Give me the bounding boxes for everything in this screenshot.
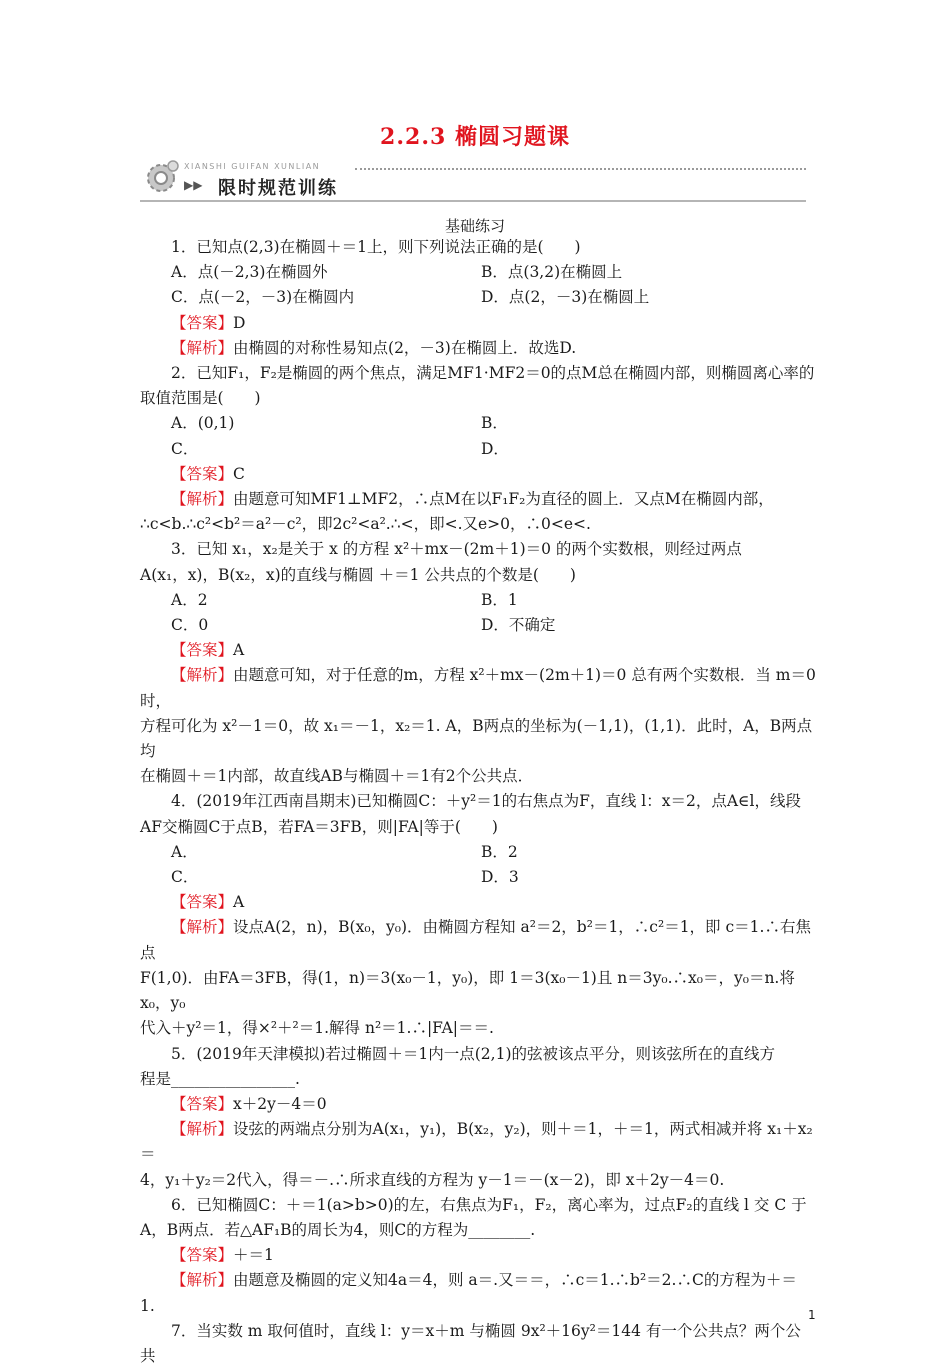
- answer-line: [140, 638, 816, 663]
- options-row: [140, 260, 816, 285]
- analysis-line: [140, 487, 816, 512]
- banner-underline: [140, 200, 806, 202]
- analysis-line: [140, 336, 816, 361]
- label-tag: 【答案】: [171, 641, 234, 660]
- label-tag: 【答案】: [171, 464, 234, 483]
- section-banner: [140, 158, 806, 206]
- line-text: A: [233, 641, 245, 660]
- question-list: [140, 235, 816, 1369]
- continuation-line: 1.: [140, 1296, 155, 1315]
- continuation-line: 程是________________.: [140, 1069, 300, 1088]
- option-left: A．: [171, 842, 198, 861]
- option-right: B．点(3,2)在椭圆上: [481, 263, 623, 282]
- answer-line: [140, 890, 816, 915]
- option-right: D．不确定: [481, 616, 556, 635]
- label-tag: 【解析】: [171, 666, 234, 685]
- question-line: 4．(2019年江西南昌期末)已知椭圆C：＋y²＝1的右焦点为F，直线 l：x＝2，点A∈l，线段: [171, 792, 801, 811]
- option-left: C．0: [171, 616, 209, 635]
- continuation-line: 在椭圆＋＝1内部，故直线AB与椭圆＋＝1有2个公共点．: [140, 767, 534, 786]
- option-right: D．3: [481, 868, 519, 887]
- option-right: B．: [481, 414, 508, 433]
- page-title: 2.2.3 椭圆习题课: [380, 124, 570, 150]
- options-row: [140, 285, 816, 310]
- option-right: B．2: [481, 842, 518, 861]
- label-tag: 【答案】: [171, 1246, 234, 1265]
- options-row: [140, 840, 816, 865]
- line-text: 由题意及椭圆的定义知4a＝4，则 a＝.又＝＝，∴c＝1.∴b²＝2.∴C的方程为＋＝: [233, 1271, 797, 1290]
- analysis-line: [140, 1268, 816, 1293]
- line-text: ＋＝1: [233, 1246, 274, 1265]
- line-text: D: [233, 313, 246, 332]
- label-tag: 【答案】: [171, 313, 234, 332]
- banner-label: 限时规范训练: [218, 178, 338, 199]
- option-left: C．点(－2，－3)在椭圆内: [171, 288, 355, 307]
- question-line: 7．当实数 m 取何值时，直线 l：y＝x＋m 与椭圆 9x²＋16y²＝144 有一个公共点？两个公共: [140, 1321, 801, 1365]
- option-right: D．点(2，－3)在椭圆上: [481, 288, 650, 307]
- option-left: A．点(－2,3)在椭圆外: [171, 263, 328, 282]
- continuation-line: 方程可化为 x²－1＝0，故 x₁＝－1，x₂＝1. A，B两点的坐标为(－1,1)，(1,1)．此时，A，B两点均: [140, 716, 813, 761]
- label-tag: 【答案】: [171, 1094, 234, 1113]
- label-tag: 【解析】: [171, 1120, 234, 1139]
- label-tag: 【答案】: [171, 893, 234, 912]
- banner-dotted-rule: [355, 168, 806, 170]
- question-line: 3．已知 x₁，x₂是关于 x 的方程 x²＋mx－(2m＋1)＝0 的两个实数根，则经过两点: [171, 540, 742, 559]
- analysis-line: [140, 915, 816, 965]
- gear-icon: [140, 158, 182, 200]
- line-text: 设弦的两端点分别为A(x₁，y₁)，B(x₂，y₂)，则＋＝1，＋＝1，两式相减并将 x₁＋x₂＝: [140, 1120, 813, 1164]
- continuation-line: A(x₁，x)，B(x₂，x)的直线与椭圆 ＋＝1 公共点的个数是( ): [140, 565, 576, 584]
- line-text: 由题意可知，对于任意的m，方程 x²＋mx－(2m＋1)＝0 总有两个实数根．当 m＝0 时，: [140, 666, 816, 710]
- continuation-line: 4，y₁＋y₂＝2代入，得＝－.∴所求直线的方程为 y－1＝－(x－2)，即 x＋2y－4＝0.: [140, 1170, 725, 1189]
- label-tag: 【解析】: [171, 338, 234, 357]
- line-text: A: [233, 893, 245, 912]
- answer-line: [140, 462, 816, 487]
- answer-line: [140, 1092, 816, 1117]
- option-left: A．2: [171, 590, 208, 609]
- options-row: [140, 613, 816, 638]
- line-text: 由椭圆的对称性易知点(2，－3)在椭圆上．故选D.: [233, 338, 577, 357]
- label-tag: 【解析】: [171, 490, 234, 509]
- question-line: 5．(2019年天津模拟)若过椭圆＋＝1内一点(2,1)的弦被该点平分，则该弦所在的直线方: [171, 1044, 776, 1063]
- page-number: 1: [808, 1308, 816, 1322]
- line-text: x＋2y－4＝0: [233, 1094, 327, 1113]
- options-row: [140, 865, 816, 890]
- continuation-line: 取值范围是( ): [140, 389, 261, 408]
- question-line: 2．已知F₁，F₂是椭圆的两个焦点，满足MF1·MF2＝0的点M总在椭圆内部，则椭圆离心率的: [171, 364, 815, 383]
- continuation-line: A，B两点．若△AF₁B的周长为4，则C的方程为________.: [140, 1220, 536, 1239]
- options-row: [140, 437, 816, 462]
- continuation-line: 代入＋y²＝1，得×²＋²＝1.解得 n²＝1.∴|FA|＝＝.: [140, 1019, 494, 1038]
- option-left: A．(0,1): [171, 414, 235, 433]
- options-row: [140, 588, 816, 613]
- analysis-line: [140, 1117, 816, 1167]
- continuation-line: ∴c<b.∴c²<b²＝a²－c²，即2c²<a².∴<，即<.又e>0，∴0<e<.: [140, 515, 591, 534]
- question-line: 6．已知椭圆C：＋＝1(a>b>0)的左，右焦点为F₁，F₂，离心率为，过点F₂的直线 l 交 C 于: [171, 1195, 807, 1214]
- double-arrow-icon: ▶▶: [184, 178, 203, 192]
- continuation-line: AF交椭圆C于点B，若FA＝3FB，则|FA|等于( ): [140, 817, 498, 836]
- option-right: D．: [481, 439, 509, 458]
- option-left: C．: [171, 439, 199, 458]
- option-right: B．1: [481, 590, 518, 609]
- answer-line: [140, 311, 816, 336]
- banner-subtitle: XIANSHI GUIFAN XUNLIAN: [184, 162, 321, 171]
- label-tag: 【解析】: [171, 1271, 234, 1290]
- continuation-line: F(1,0)．由FA＝3FB，得(1，n)＝3(x₀－1，y₀)，即 1＝3(x₀－1)且 n＝3y₀.∴x₀＝，y₀＝n.将 x₀，y₀: [140, 968, 795, 1013]
- section-title: 基础练习: [444, 217, 505, 235]
- line-text: C: [233, 464, 245, 483]
- options-row: [140, 411, 816, 436]
- line-text: 设点A(2，n)，B(x₀，y₀)．由椭圆方程知 a²＝2，b²＝1，∴c²＝1，即 c＝1.∴右焦点: [140, 918, 811, 962]
- question-line: 1．已知点(2,3)在椭圆＋＝1上，则下列说法正确的是( ): [171, 238, 581, 256]
- option-left: C．: [171, 868, 199, 887]
- label-tag: 【解析】: [171, 918, 234, 937]
- analysis-line: [140, 663, 816, 713]
- line-text: 由题意可知MF1⊥MF2，∴点M在以F₁F₂为直径的圆上．又点M在椭圆内部，: [233, 490, 774, 509]
- answer-line: [140, 1243, 816, 1268]
